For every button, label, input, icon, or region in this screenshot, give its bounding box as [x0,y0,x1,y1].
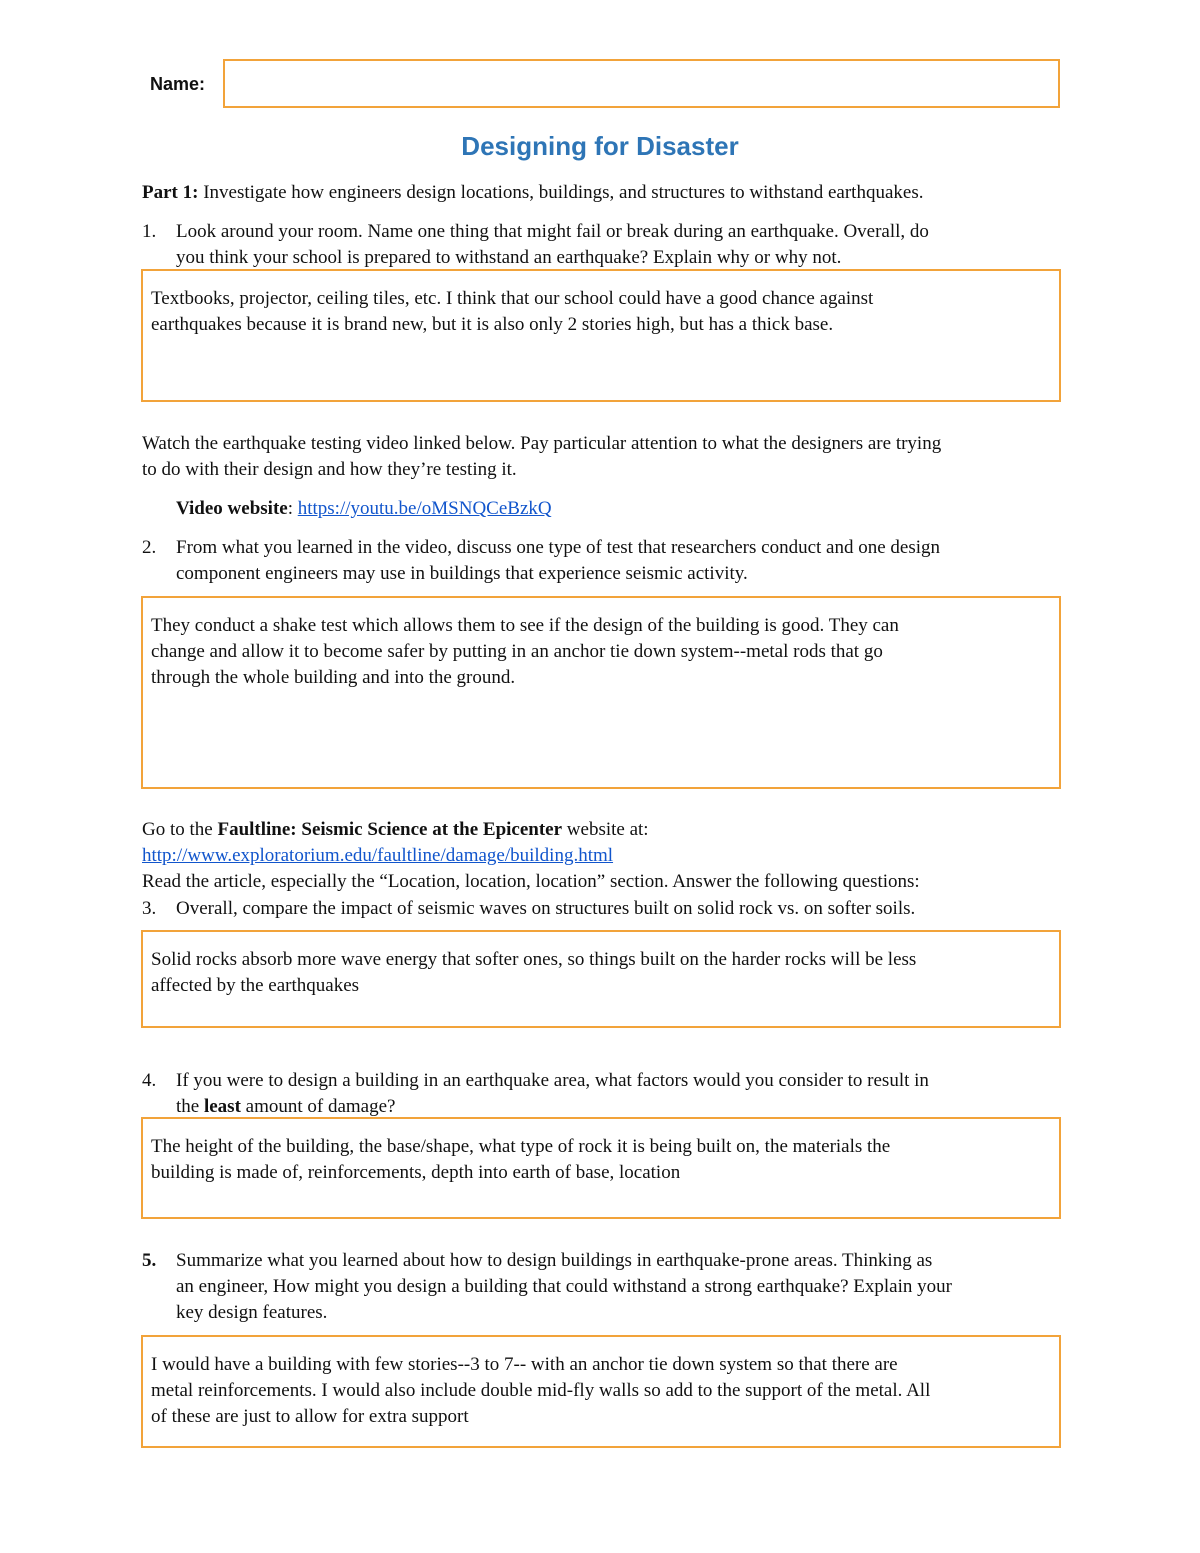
answer-line: earthquakes because it is brand new, but it is also only 2 stories high, but has a thick base. [151,314,834,335]
question-line: Summarize what you learned about how to design buildings in earthquake-prone areas. Thinking as [176,1250,933,1271]
part1-instruction [142,180,923,206]
answer-line: affected by the earthquakes [151,975,360,996]
faultline-intro [142,817,649,843]
intro-line: to do with their design and how they’re testing it. [142,459,517,480]
question-line: Look around your room. Name one thing that might fail or break during an earthquake. Overall, do [176,221,929,242]
question-1 [142,219,1142,271]
question-line: From what you learned in the video, discuss one type of test that researchers conduct and one design [176,537,941,558]
question-5 [142,1248,1142,1326]
question-number: 4. [142,1070,157,1091]
question-number: 2. [142,537,157,558]
video-colon: : [287,498,298,519]
video-intro [142,431,941,483]
answer-line: The height of the building, the base/shape, what type of rock it is being built on, the materials the [151,1136,891,1157]
faultline-link-row [142,843,613,869]
part1-text: Investigate how engineers design locations, buildings, and structures to withstand earthquakes. [198,182,924,203]
name-label: Name: [150,74,206,94]
question-line: component engineers may use in buildings that experience seismic activity. [176,563,748,584]
answer-box-4[interactable] [141,1117,1061,1219]
question-line: you think your school is prepared to withstand an earthquake? Explain why or why not. [176,247,842,268]
name-input[interactable] [223,59,1060,108]
faultline-read-line: Read the article, especially the “Location, location, location” section. Answer the following questions: [142,871,920,892]
question-line: key design features. [176,1302,328,1323]
question-3 [142,896,1142,922]
q4-pre: the [176,1096,204,1117]
video-link[interactable]: https://youtu.be/oMSNQCeBzkQ [297,498,552,519]
question-2 [142,535,1142,587]
page-title: Designing for Disaster [461,131,739,161]
question-line: If you were to design a building in an earthquake area, what factors would you consider to result in [176,1070,929,1091]
intro-line: Watch the earthquake testing video linked below. Pay particular attention to what the designers are trying [142,433,942,454]
answer-box-3[interactable] [141,930,1061,1028]
q4-bold: least [203,1096,241,1117]
faultline-link[interactable]: http://www.exploratorium.edu/faultline/damage/building.html [142,845,614,866]
answer-line: change and allow it to become safer by putting in an anchor tie down system--metal rods that go [151,641,883,662]
faultline-site-name: Faultline: Seismic Science at the Epicenter [217,819,563,840]
answer-box-5[interactable] [141,1335,1061,1448]
answer-line: They conduct a shake test which allows them to see if the design of the building is good. They can [151,615,899,636]
answer-line: metal reinforcements. I would also include double mid-fly walls so add to the support of the metal. All [151,1380,931,1401]
answer-line: Solid rocks absorb more wave energy that softer ones, so things built on the harder rocks will be less [151,949,917,970]
q4-post: amount of damage? [240,1096,396,1117]
answer-line: I would have a building with few stories--3 to 7-- with an anchor tie down system so that there are [151,1354,898,1375]
question-line: an engineer, How might you design a building that could withstand a strong earthquake? Explain your [176,1276,952,1297]
question-4 [142,1068,1142,1120]
faultline-post: website at: [562,819,649,840]
faultline-pre: Go to the [142,819,218,840]
question-number: 1. [142,221,157,242]
video-website-label: Video website [176,498,288,519]
part1-label: Part 1: [142,182,199,203]
answer-box-2[interactable] [141,596,1061,789]
answer-line: through the whole building and into the ground. [151,667,516,688]
question-line: Overall, compare the impact of seismic waves on structures built on solid rock vs. on softer soils. [176,898,916,919]
question-number: 5. [142,1250,157,1271]
answer-line: building is made of, reinforcements, depth into earth of base, location [151,1162,681,1183]
video-website-row [176,496,552,522]
answer-line: of these are just to allow for extra support [151,1406,469,1427]
answer-line: Textbooks, projector, ceiling tiles, etc. I think that our school could have a good chance against [151,288,874,309]
question-number: 3. [142,898,157,919]
answer-box-1[interactable] [141,269,1061,402]
